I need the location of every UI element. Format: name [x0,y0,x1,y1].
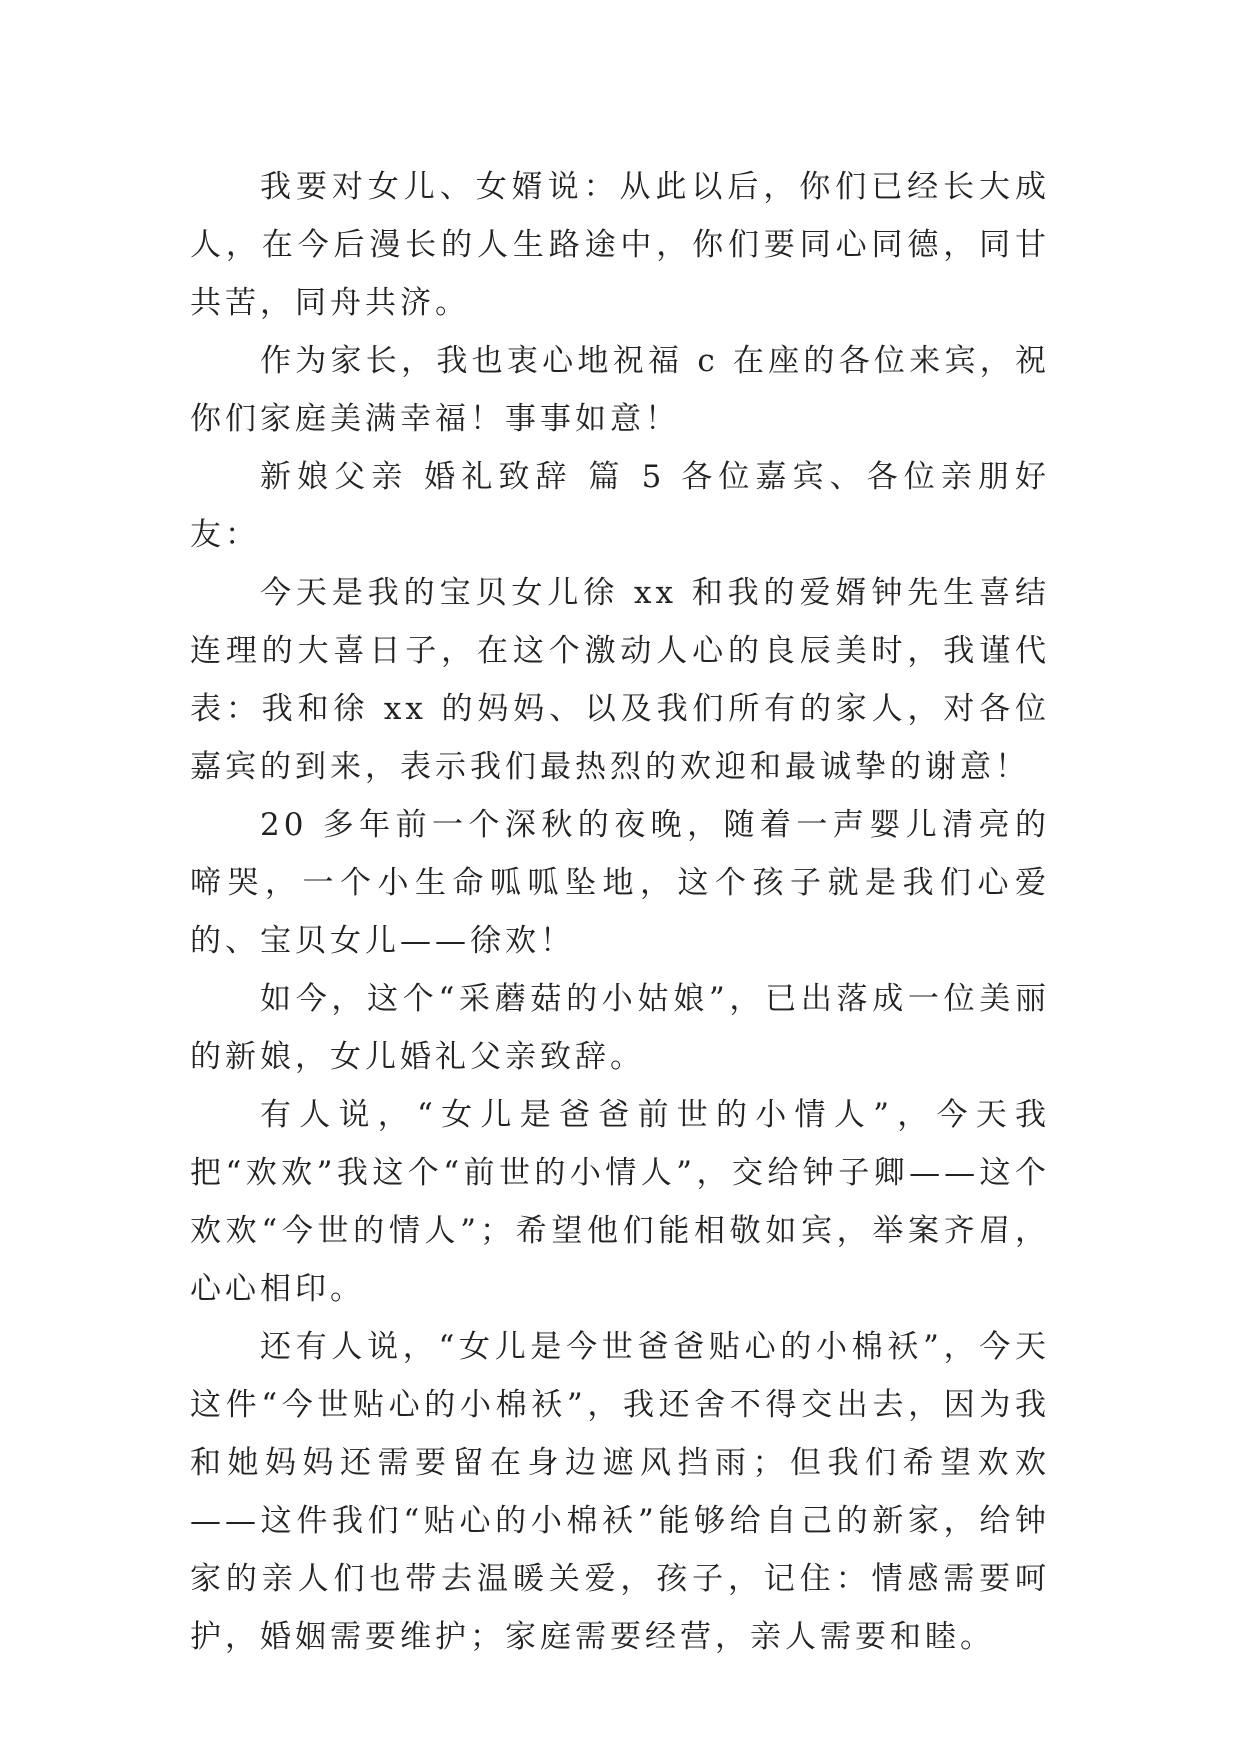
paragraph-4: 20 多年前一个深秋的夜晚，随着一声婴儿清亮的啼哭，一个小生命呱呱坠地，这个孩子就是我们心爱的、宝贝女儿——徐欢！ [190,807,1050,959]
paragraph-6: 有人说，“女儿是爸爸前世的小情人”，今天我把“欢欢”我这个“前世的小情人”，交给钟子卿——这个欢欢“今世的情人”；希望他们能相敬如宾，举案齐眉，心心相印。 [190,1097,1050,1307]
document-body [190,158,1050,1666]
paragraph-1: 我要对女儿、女婿说：从此以后，你们已经长大成人，在今后漫长的人生路途中，你们要同心同德，同甘共苦，同舟共济。 [190,169,1050,321]
paragraph-7: 还有人说，“女儿是今世爸爸贴心的小棉袄”，今天这件“今世贴心的小棉袄”，我还舍不得交出去，因为我和她妈妈还需要留在身边遮风挡雨；但我们希望欢欢——这件我们“贴心的小棉袄”能够给自己的新家，给钟家的亲人们也带去温暖关爱，孩子，记住：情感需要呵护，婚姻需要维护；家庭需要经营，亲人需要和睦。 [190,1329,1050,1655]
paragraph-2: 作为家长，我也衷心地祝福 c 在座的各位来宾，祝你们家庭美满幸福！事事如意！ [190,343,1050,437]
section-heading: 新娘父亲 婚礼致辞 篇 5 各位嘉宾、各位亲朋好友： [190,459,1050,553]
paragraph-5: 如今，这个“采蘑菇的小姑娘”，已出落成一位美丽的新娘，女儿婚礼父亲致辞。 [190,981,1050,1075]
paragraph-3: 今天是我的宝贝女儿徐 xx 和我的爱婿钟先生喜结连理的大喜日子，在这个激动人心的良辰美时，我谨代表：我和徐 xx 的妈妈、以及我们所有的家人，对各位嘉宾的到来，表示我们最热烈的欢迎和最诚挚的谢意！ [190,575,1050,785]
